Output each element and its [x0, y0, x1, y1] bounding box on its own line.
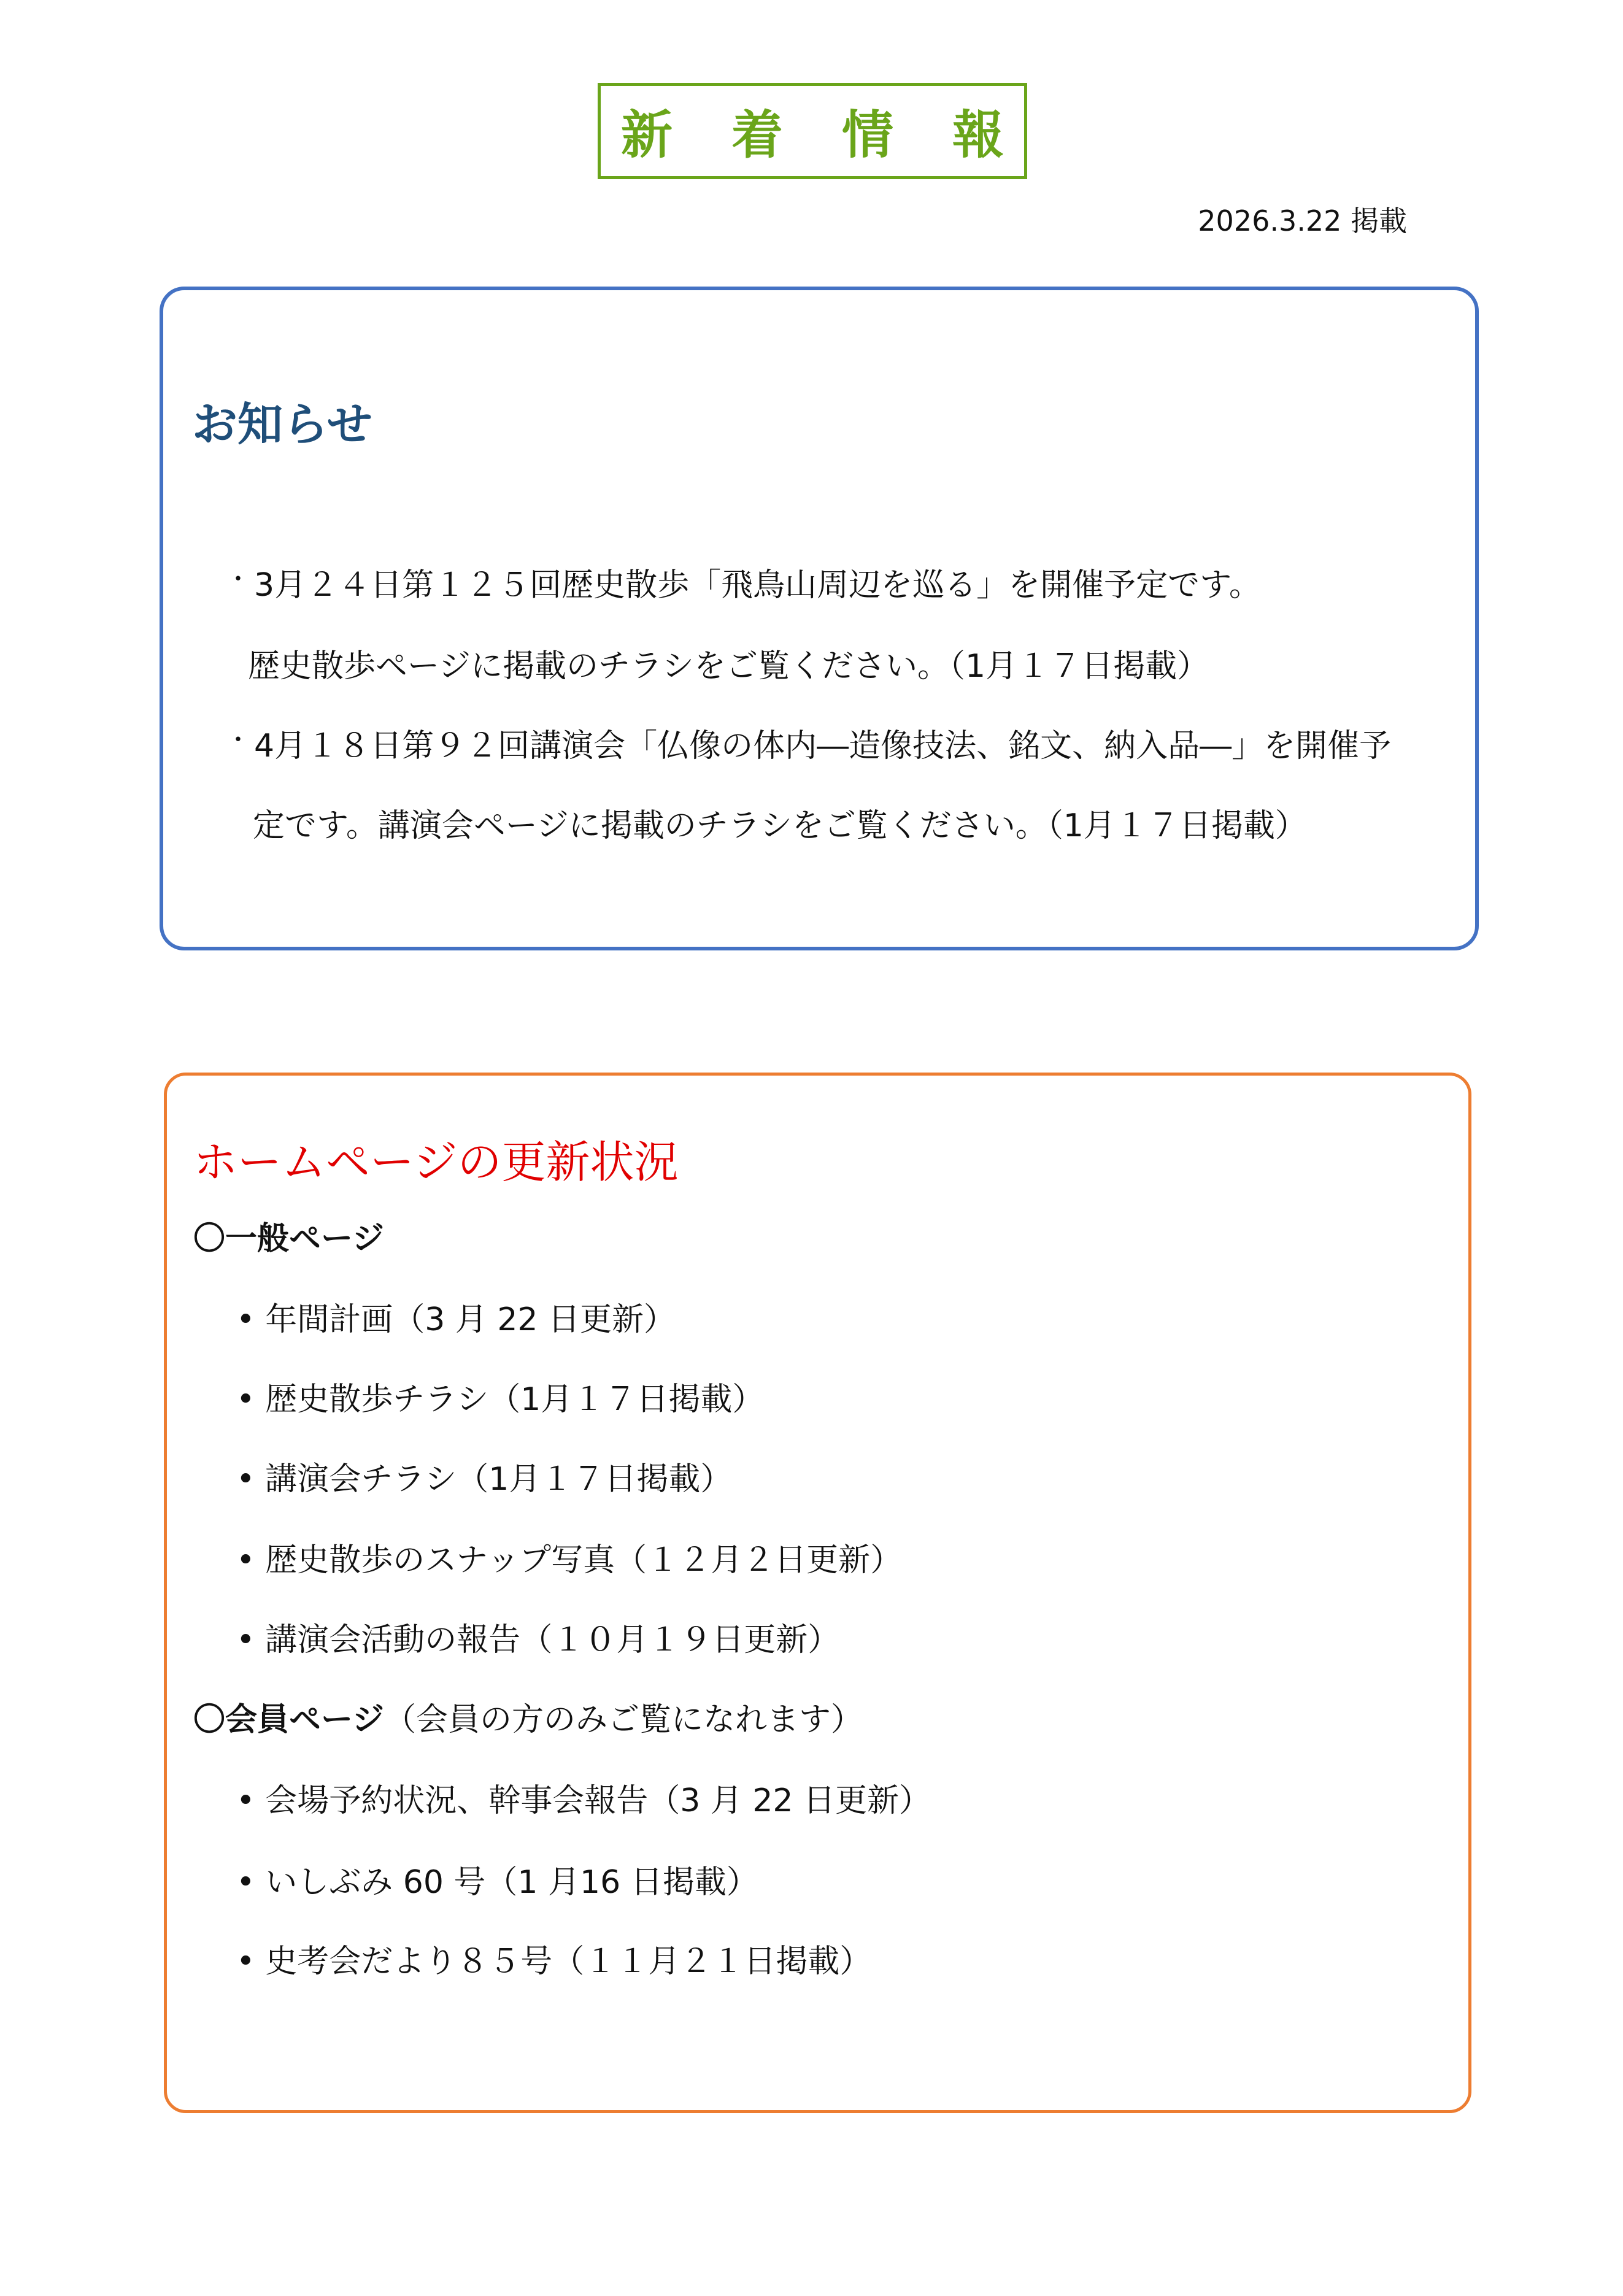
list-item[interactable] [236, 1373, 764, 1419]
list-item-text: いしぶみ 60 号（1 月16 日掲載） [265, 1864, 758, 1901]
bullet: • [236, 1943, 255, 1980]
list-item[interactable] [236, 1856, 758, 1902]
page-title: 新着情報 [621, 105, 1063, 165]
list-item-text: 年間計画（3 月 22 日更新） [265, 1301, 676, 1338]
list-item[interactable] [236, 1453, 732, 1499]
notice-box [160, 287, 1479, 950]
notice-item-2-line-1: 4月１８日第９２回講演会「仏像の体内―造像技法、銘文、納入品―」を開催予 [254, 728, 1392, 765]
list-item-text: 歴史散歩チラシ（1月１７日掲載） [265, 1381, 765, 1418]
publish-date: 2026.3.22 掲載 [1198, 204, 1407, 237]
update-heading: ホームページの更新状況 [193, 1136, 679, 1188]
bullet: • [236, 1381, 255, 1418]
list-item[interactable] [236, 1534, 902, 1580]
list-item[interactable] [236, 1293, 676, 1339]
notice-item-1-line-1: 3月２４日第１２５回歴史散歩「飛鳥山周辺を巡る」を開催予定です。 [254, 567, 1261, 604]
bullet: ・ [226, 726, 250, 754]
notice-heading: お知らせ [192, 398, 372, 451]
bullet: • [236, 1301, 255, 1338]
bullet: • [236, 1622, 255, 1658]
notice-item-2-line-2: 定です。講演会ページに掲載のチラシをご覧ください。（1月１７日掲載） [253, 807, 1307, 844]
bullet: • [236, 1782, 255, 1819]
bullet: • [236, 1461, 255, 1498]
bullet: • [236, 1864, 255, 1901]
bullet: • [236, 1542, 255, 1579]
section-heading-text: 〇一般ページ [193, 1220, 384, 1257]
notice-item-1-line-2: 歴史散歩ページに掲載のチラシをご覧ください。（1月１７日掲載） [248, 648, 1209, 685]
title-box [598, 83, 1063, 179]
list-item-text: 史考会だより８５号（１１月２１日掲載） [265, 1943, 872, 1980]
list-item-text: 講演会チラシ（1月１７日掲載） [265, 1461, 733, 1498]
bullet: ・ [226, 565, 250, 593]
list-item[interactable] [236, 1935, 871, 1981]
list-item-text: 歴史散歩のスナップ写真（１２月２日更新） [265, 1542, 903, 1579]
section-heading-text: 〇会員ページ [193, 1701, 384, 1738]
section-general-heading [193, 1212, 384, 1258]
section-members-heading [193, 1693, 863, 1739]
list-item-text: 講演会活動の報告（１０月１９日更新） [265, 1622, 840, 1658]
list-item-text: 会場予約状況、幹事会報告（3 月 22 日更新） [265, 1782, 931, 1819]
list-item[interactable] [236, 1774, 931, 1820]
section-note: （会員の方のみご覧になれます） [384, 1701, 863, 1738]
list-item[interactable] [236, 1614, 839, 1660]
